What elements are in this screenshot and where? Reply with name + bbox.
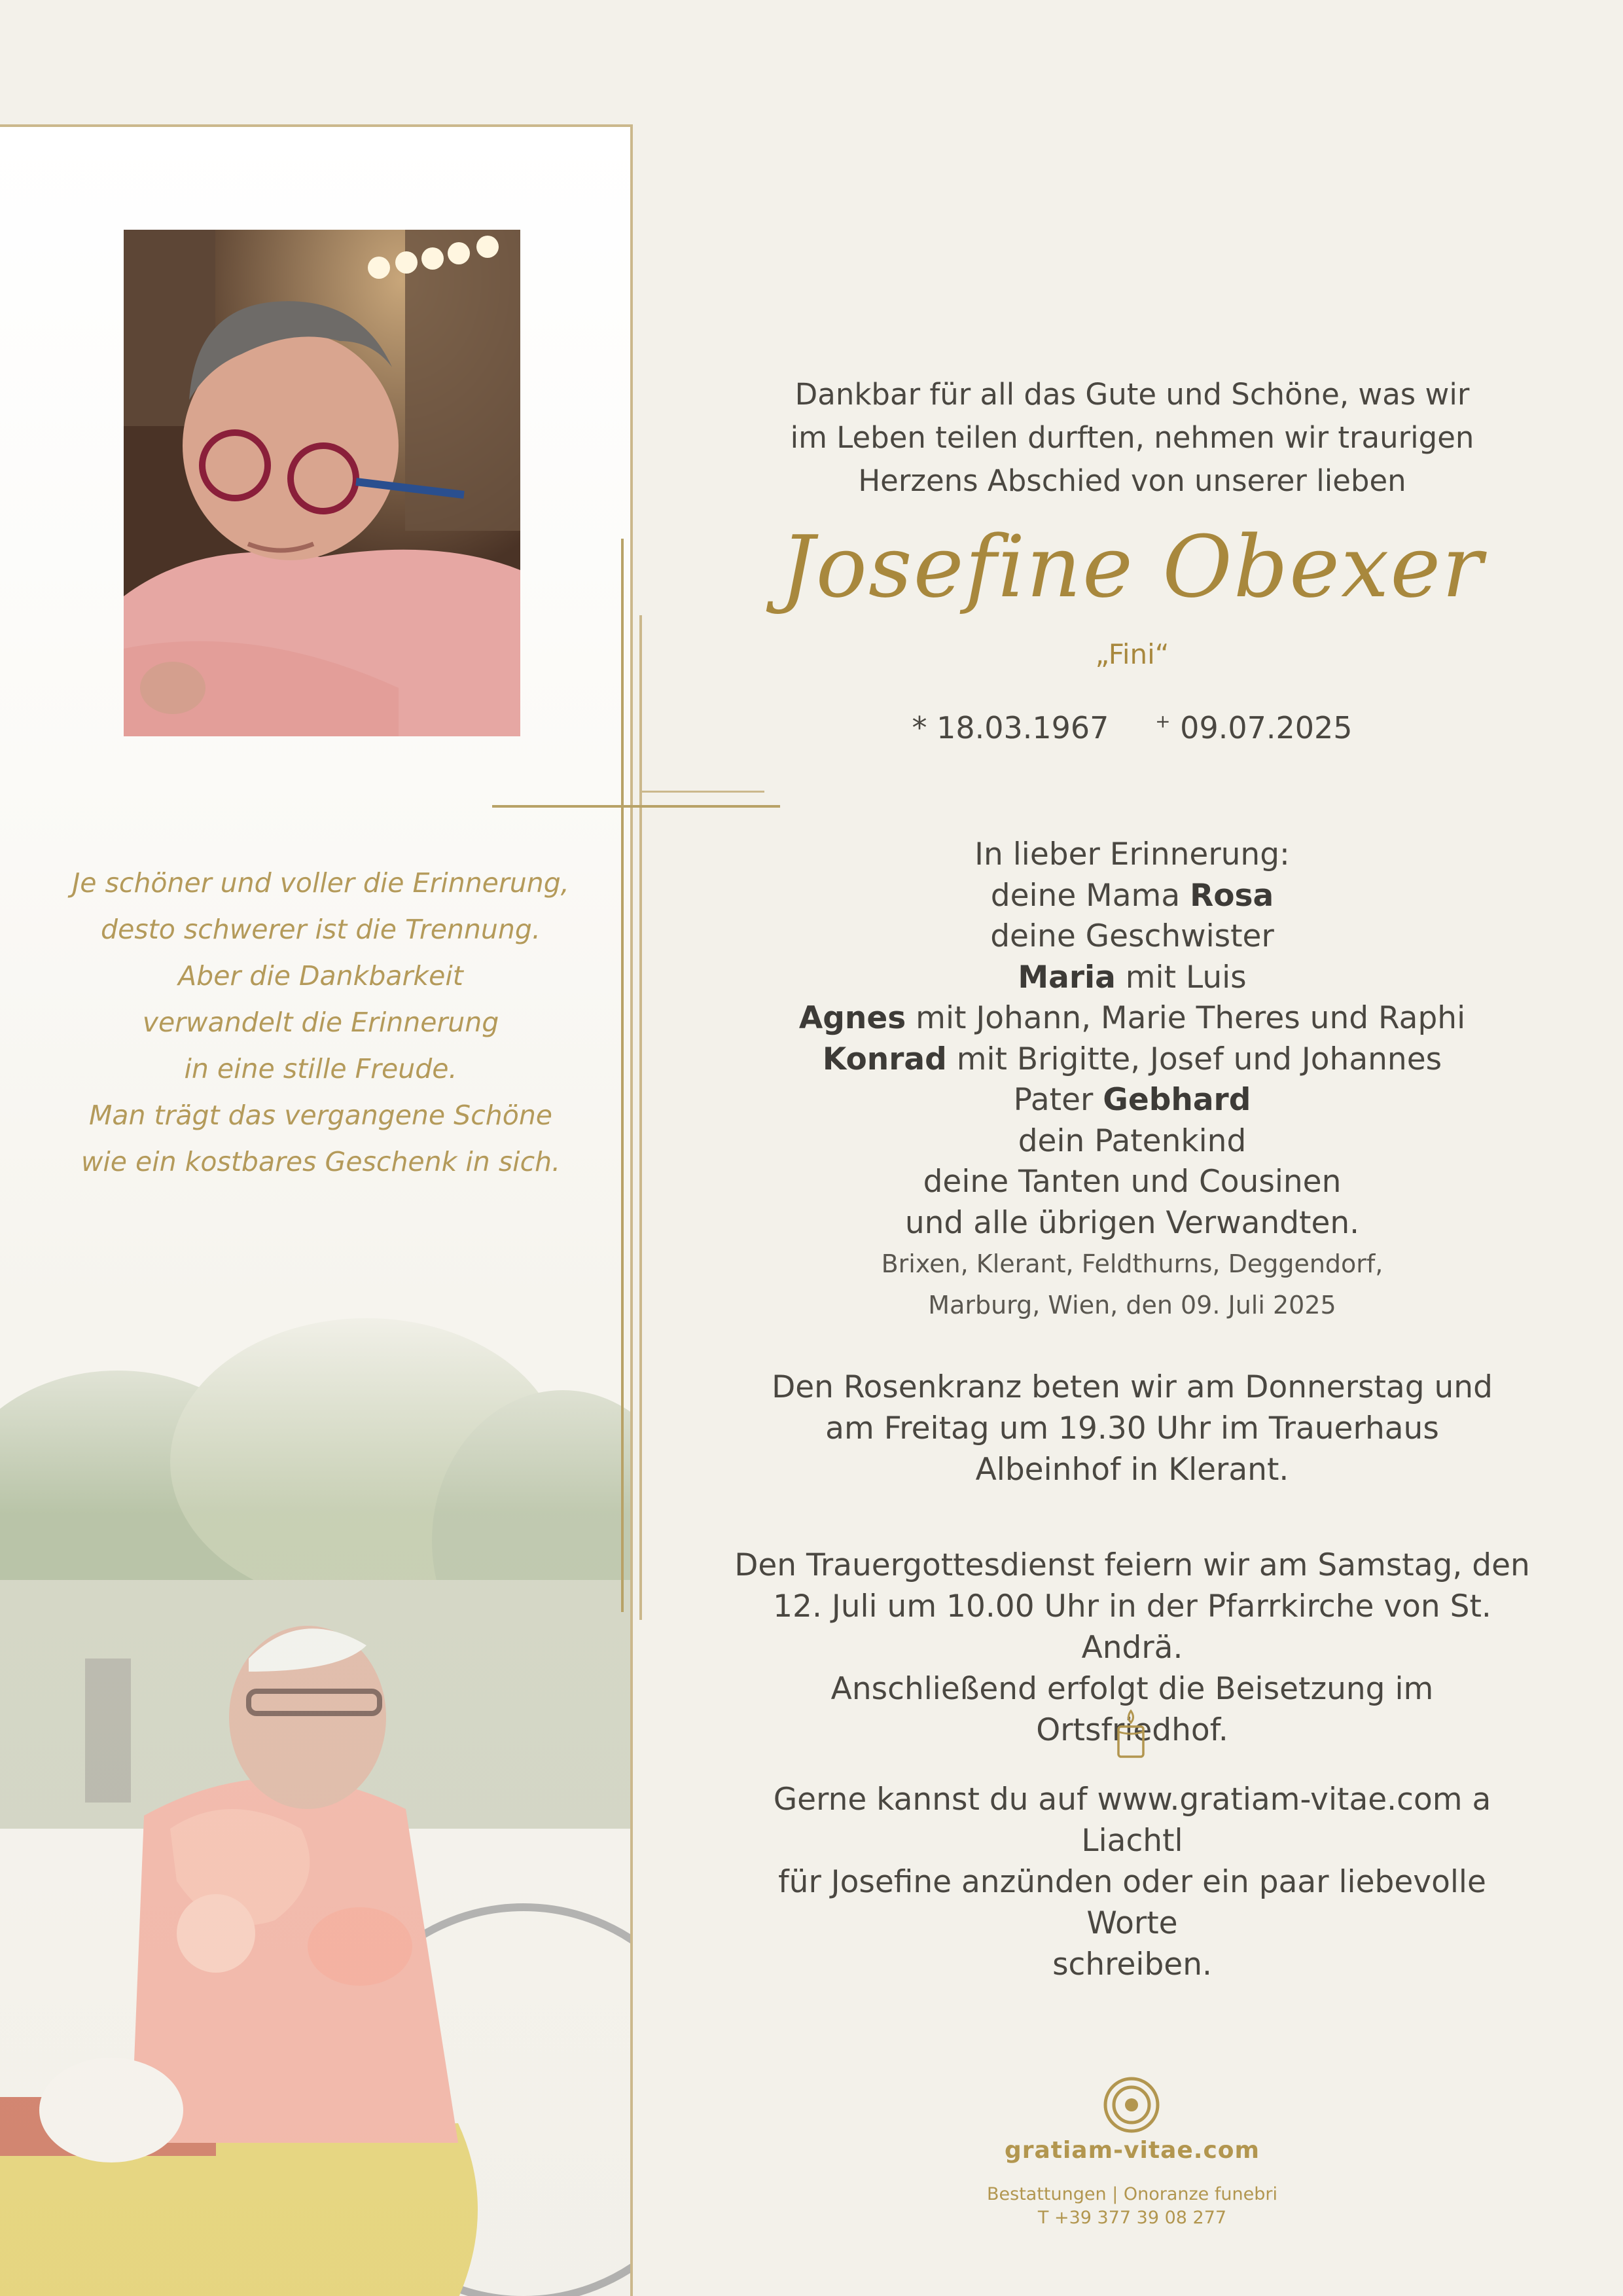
death-symbol: + [1155, 710, 1171, 732]
bold-name: Gebhard [1103, 1082, 1251, 1118]
cross-vertical-line-inner [639, 615, 642, 1620]
online-condolence-info [733, 1779, 1531, 1985]
rosary-line: Albeinhof in Klerant. [975, 1452, 1289, 1488]
memorial-quote [39, 860, 602, 1185]
brand-contact [733, 2183, 1531, 2230]
quote-line: Aber die Dankbarkeit [178, 960, 463, 992]
places-line: Brixen, Klerant, Feldthurns, Deggendorf, [881, 1249, 1383, 1278]
deceased-name: Josefine Obexer [780, 517, 1484, 617]
family-line: Pater Gebhard [1013, 1082, 1251, 1118]
intro-line: Dankbar für all das Gute und Schöne, was wir [794, 377, 1470, 412]
bold-name: Agnes [798, 1000, 906, 1036]
family-line: Maria mit Luis [1018, 959, 1247, 996]
places-line: Marburg, Wien, den 09. Juli 2025 [928, 1291, 1336, 1319]
nickname: „Fini“ [1095, 638, 1169, 670]
birth-symbol: * [912, 710, 927, 745]
life-dates [733, 710, 1531, 745]
intro-line: im Leben teilen durften, nehmen wir traurigen [790, 420, 1474, 455]
bold-name: Maria [1018, 959, 1116, 996]
brand-phone: T +39 377 39 08 277 [1037, 2208, 1227, 2228]
birth-date: 18.03.1967 [936, 710, 1109, 745]
family-line: Agnes mit Johann, Marie Theres und Raphi [798, 1000, 1466, 1036]
online-line: Gerne kannst du auf www.gratiam-vitae.com a Liachtl [773, 1782, 1491, 1859]
intro-text [733, 373, 1531, 503]
spiral-logo-icon [1101, 2075, 1162, 2135]
mass-line: 12. Juli um 10.00 Uhr in der Pfarrkirche von St. Andrä. [773, 1588, 1491, 1666]
rosary-line: am Freitag um 19.30 Uhr im Trauerhaus [825, 1410, 1439, 1446]
family-line: Konrad mit Brigitte, Josef und Johannes [822, 1041, 1442, 1077]
family-line: deine Tanten und Cousinen [923, 1164, 1342, 1200]
brand-name: gratiam-vitae.com [1004, 2137, 1260, 2164]
mass-line: Anschließend erfolgt die Beisetzung im Ortsfriedhof. [830, 1671, 1434, 1748]
quote-line: desto schwerer ist die Trennung. [101, 914, 541, 945]
background-photo [0, 1292, 633, 2296]
family-list [733, 834, 1531, 1244]
family-line: dein Patenkind [1018, 1122, 1247, 1159]
family-line: In lieber Erinnerung: [974, 836, 1290, 872]
birth-date-group [912, 710, 1109, 745]
left-panel [0, 124, 633, 2296]
portrait-photo [124, 230, 520, 736]
quote-line: wie ein kostbares Geschenk in sich. [80, 1146, 561, 1177]
mass-line: Den Trauergottesdienst feiern wir am Samstag, den [734, 1547, 1530, 1583]
quote-line: in eine stille Freude. [184, 1053, 457, 1085]
family-line: deine Mama Rosa [990, 877, 1274, 914]
places-and-date [733, 1244, 1531, 1326]
brand-sub-line: Bestattungen | Onoranze funebri [987, 2184, 1277, 2204]
bold-name: Konrad [822, 1041, 947, 1077]
family-line: deine Geschwister [990, 918, 1274, 954]
online-line: schreiben. [1052, 1946, 1212, 1982]
death-date: 09.07.2025 [1180, 710, 1353, 745]
cross-vertical-line [621, 539, 624, 1612]
rosary-line: Den Rosenkranz beten wir am Donnerstag und [772, 1369, 1493, 1405]
rosary-info [733, 1367, 1531, 1490]
bold-name: Rosa [1190, 877, 1274, 914]
cross-horizontal-line [492, 805, 780, 808]
candle-icon [1115, 1710, 1147, 1759]
intro-line: Herzens Abschied von unserer lieben [858, 463, 1406, 498]
death-date-group [1155, 710, 1352, 745]
quote-line: verwandelt die Erinnerung [142, 1007, 499, 1038]
family-line: und alle übrigen Verwandten. [904, 1204, 1360, 1241]
cross-horizontal-line-inner [640, 791, 764, 793]
quote-line: Je schöner und voller die Erinnerung, [72, 867, 569, 899]
quote-line: Man trägt das vergangene Schöne [88, 1100, 553, 1131]
online-line: für Josefine anzünden oder ein paar liebevolle Worte [778, 1864, 1486, 1941]
